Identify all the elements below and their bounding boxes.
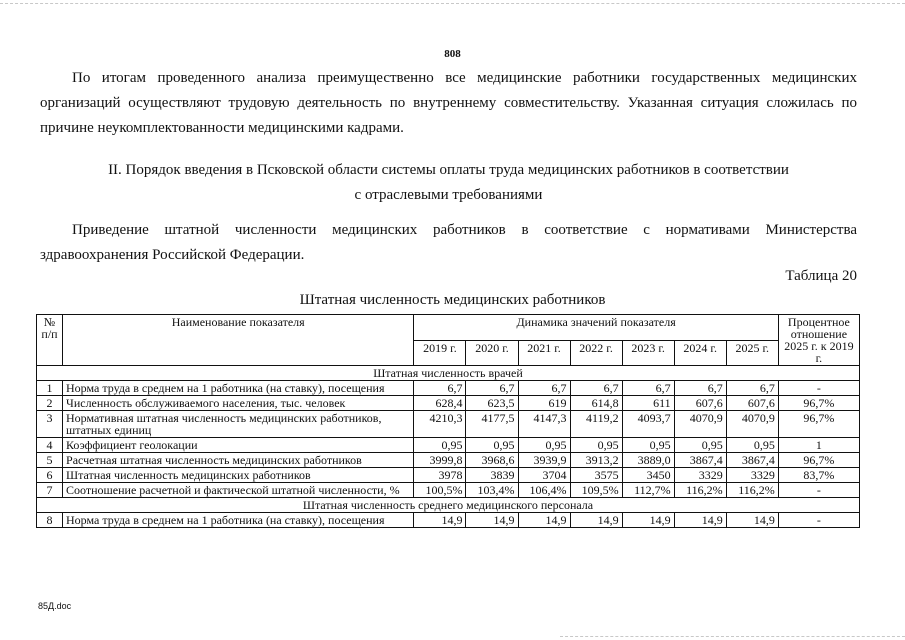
year-value: 3913,2	[570, 453, 622, 468]
year-value: 3968,6	[466, 453, 518, 468]
year-value: 0,95	[570, 438, 622, 453]
year-value: 6,7	[414, 381, 466, 396]
year-value: 3867,4	[726, 453, 778, 468]
year-value: 4093,7	[622, 411, 674, 438]
year-value: 14,9	[570, 513, 622, 528]
year-value: 3450	[622, 468, 674, 483]
doctors-section	[37, 366, 860, 498]
table-label: Таблица 20	[785, 268, 857, 284]
year-value: 4177,5	[466, 411, 518, 438]
indicator-name: Штатная численность медицинских работников	[63, 468, 414, 483]
year-value: 4147,3	[518, 411, 570, 438]
header-year: 2021 г.	[518, 340, 570, 366]
year-value: 14,9	[518, 513, 570, 528]
row-number: 1	[37, 381, 63, 396]
year-value: 3889,0	[622, 453, 674, 468]
year-value: 6,7	[518, 381, 570, 396]
indicator-name: Нормативная штатная численность медицинских работников, штатных единиц	[63, 411, 414, 438]
indicator-name: Численность обслуживаемого населения, тыс. человек	[63, 396, 414, 411]
year-value: 619	[518, 396, 570, 411]
year-value: 14,9	[622, 513, 674, 528]
section-heading-line-2: с отраслевыми требованиями	[354, 187, 543, 203]
year-value: 116,2%	[726, 483, 778, 498]
year-value: 607,6	[726, 396, 778, 411]
year-value: 14,9	[414, 513, 466, 528]
nurses-section	[37, 498, 860, 528]
year-value: 3329	[726, 468, 778, 483]
row-number: 8	[37, 513, 63, 528]
year-value: 0,95	[622, 438, 674, 453]
year-value: 0,95	[518, 438, 570, 453]
header-year: 2019 г.	[414, 340, 466, 366]
header-year: 2024 г.	[674, 340, 726, 366]
year-value: 611	[622, 396, 674, 411]
year-value: 103,4%	[466, 483, 518, 498]
percent-value: 83,7%	[778, 468, 859, 483]
section-row-doctors	[37, 366, 860, 381]
year-value: 6,7	[466, 381, 518, 396]
section-heading-line-1: II. Порядок введения в Псковской области системы оплаты труда медицинских работников в соответствии	[108, 162, 789, 178]
year-value: 3839	[466, 468, 518, 483]
year-value: 3978	[414, 468, 466, 483]
header-year: 2023 г.	[622, 340, 674, 366]
section-title-doctors: Штатная численность врачей	[37, 366, 860, 381]
percent-value: 96,7%	[778, 453, 859, 468]
header-num: № п/п	[37, 315, 63, 366]
table-row	[37, 468, 860, 483]
year-value: 6,7	[570, 381, 622, 396]
header-percent: Процентное отношение 2025 г. к 2019 г.	[778, 315, 859, 366]
year-value: 3575	[570, 468, 622, 483]
header-year: 2022 г.	[570, 340, 622, 366]
table-header-row	[37, 315, 860, 341]
year-value: 14,9	[466, 513, 518, 528]
year-value: 614,8	[570, 396, 622, 411]
scan-border-top	[0, 3, 905, 4]
row-number: 6	[37, 468, 63, 483]
indicator-name: Соотношение расчетной и фактической штатной численности, %	[63, 483, 414, 498]
year-value: 3329	[674, 468, 726, 483]
year-value: 109,5%	[570, 483, 622, 498]
section-title-nurses: Штатная численность среднего медицинского персонала	[37, 498, 860, 513]
year-value: 100,5%	[414, 483, 466, 498]
header-dynamics: Динамика значений показателя	[414, 315, 778, 341]
percent-value: 1	[778, 438, 859, 453]
year-value: 0,95	[466, 438, 518, 453]
section-row-nurses	[37, 498, 860, 513]
indicator-name: Расчетная штатная численность медицинских работников	[63, 453, 414, 468]
year-value: 3867,4	[674, 453, 726, 468]
percent-value: -	[778, 381, 859, 396]
percent-value: 96,7%	[778, 411, 859, 438]
table-row	[37, 411, 860, 438]
year-value: 628,4	[414, 396, 466, 411]
table-row	[37, 483, 860, 498]
indicator-name: Норма труда в среднем на 1 работника (на ставку), посещения	[63, 513, 414, 528]
year-value: 0,95	[674, 438, 726, 453]
header-year: 2025 г.	[726, 340, 778, 366]
percent-value: 96,7%	[778, 396, 859, 411]
header-indicator-name: Наименование показателя	[63, 315, 414, 366]
table-title: Штатная численность медицинских работников	[299, 292, 606, 308]
year-value: 6,7	[674, 381, 726, 396]
year-value: 106,4%	[518, 483, 570, 498]
year-value: 3999,8	[414, 453, 466, 468]
section-heading	[40, 158, 857, 208]
year-value: 112,7%	[622, 483, 674, 498]
year-value: 4119,2	[570, 411, 622, 438]
indicator-name: Норма труда в среднем на 1 работника (на ставку), посещения	[63, 381, 414, 396]
year-value: 0,95	[726, 438, 778, 453]
year-value: 116,2%	[674, 483, 726, 498]
year-value: 3939,9	[518, 453, 570, 468]
table-row	[37, 513, 860, 528]
percent-value: -	[778, 483, 859, 498]
header-year: 2020 г.	[466, 340, 518, 366]
row-number: 7	[37, 483, 63, 498]
table-row	[37, 438, 860, 453]
year-value: 623,5	[466, 396, 518, 411]
year-value: 3704	[518, 468, 570, 483]
paragraph-analysis: По итогам проведенного анализа преимущественно все медицинские работники государственных медицинских организаций осуществляют трудовую деятельность по внутреннему совместительству. Указанная ситуация сложилась по причине неукомплектованности медицинскими кадрами.	[40, 70, 857, 136]
paragraph-staffing: Приведение штатной численности медицинских работников в соответствие с нормативами Министерства здравоохранения Российской Федерации.	[40, 222, 857, 263]
year-value: 6,7	[622, 381, 674, 396]
year-value: 6,7	[726, 381, 778, 396]
year-value: 0,95	[414, 438, 466, 453]
document-code: 85Д.doc	[38, 601, 72, 611]
year-value: 14,9	[674, 513, 726, 528]
row-number: 2	[37, 396, 63, 411]
year-value: 4070,9	[726, 411, 778, 438]
row-number: 5	[37, 453, 63, 468]
table-row	[37, 381, 860, 396]
staffing-table	[36, 314, 860, 528]
year-value: 4210,3	[414, 411, 466, 438]
year-value: 607,6	[674, 396, 726, 411]
indicator-name: Коэффициент геолокации	[63, 438, 414, 453]
scan-border-bottom	[560, 636, 905, 637]
table-row	[37, 453, 860, 468]
percent-value: -	[778, 513, 859, 528]
row-number: 4	[37, 438, 63, 453]
page-number: 808	[444, 48, 461, 60]
year-value: 14,9	[726, 513, 778, 528]
table-row	[37, 396, 860, 411]
row-number: 3	[37, 411, 63, 438]
year-value: 4070,9	[674, 411, 726, 438]
